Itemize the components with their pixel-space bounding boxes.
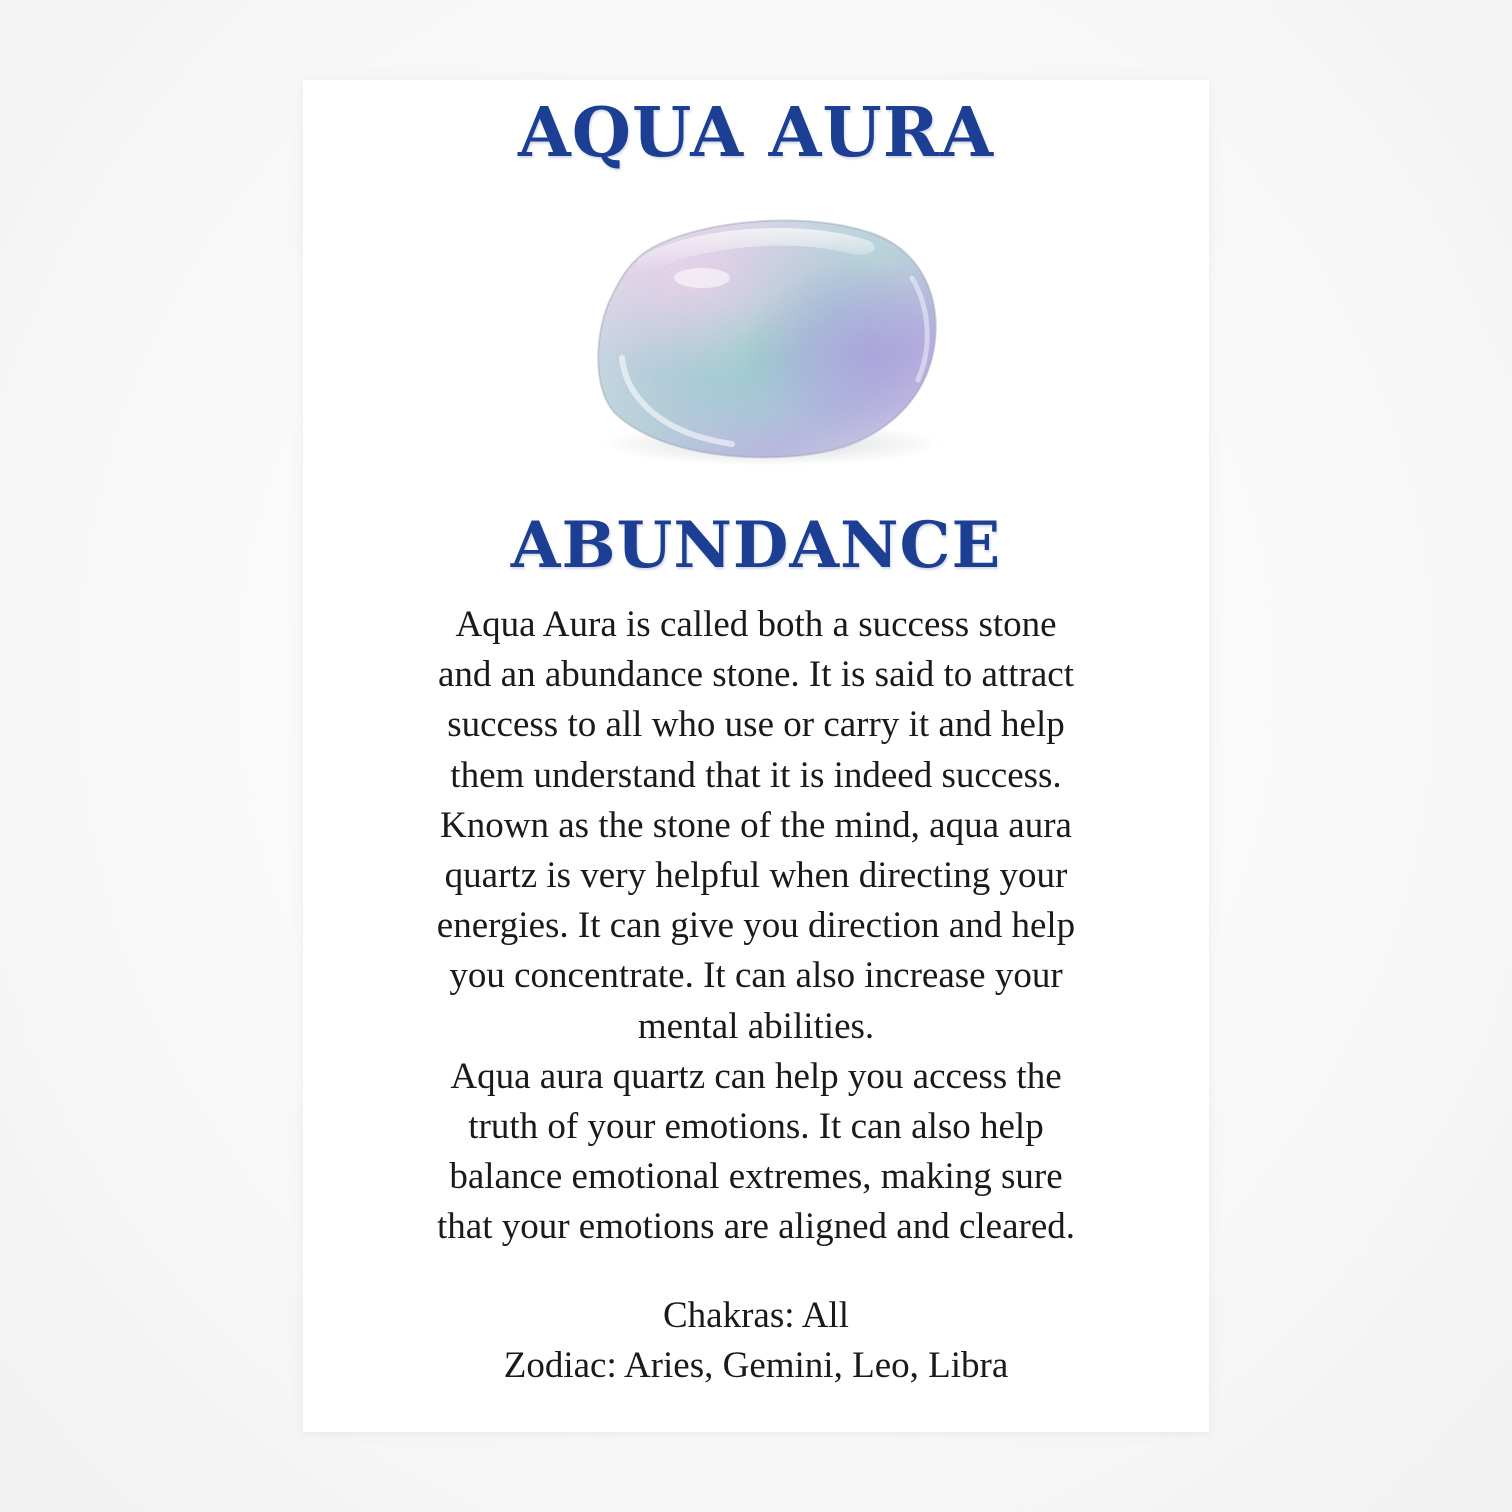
description-line: mental abilities.	[637, 1005, 875, 1047]
description-line: quartz is very helpful when directing your	[444, 855, 1068, 897]
description-line: them understand that it is indeed success.	[450, 754, 1062, 796]
description-line: Known as the stone of the mind, aqua aura	[440, 804, 1072, 846]
description-text	[303, 600, 1209, 1253]
stone-properties	[303, 1291, 1209, 1391]
description-line: energies. It can give you direction and help	[436, 905, 1076, 947]
description-line: success to all who use or carry it and help	[447, 704, 1065, 746]
description-line: balance emotional extremes, making sure	[449, 1156, 1063, 1198]
zodiac-text: Zodiac: Aries, Gemini, Leo, Libra	[503, 1345, 1009, 1386]
aqua-aura-stone-image	[582, 208, 952, 470]
card-title: AQUA AURA	[518, 93, 994, 173]
description-line: that your emotions are aligned and cleared.	[437, 1206, 1075, 1248]
card-subtitle: ABUNDANCE	[510, 508, 1002, 583]
description-line: truth of your emotions. It can also help	[468, 1106, 1044, 1148]
description-line: and an abundance stone. It is said to attract	[438, 654, 1074, 696]
description-line: you concentrate. It can also increase your	[449, 955, 1063, 997]
description-line: Aqua Aura is called both a success stone	[455, 604, 1057, 645]
chakras-text: Chakras: All	[662, 1295, 849, 1336]
description-line: Aqua aura quartz can help you access the	[450, 1055, 1062, 1097]
